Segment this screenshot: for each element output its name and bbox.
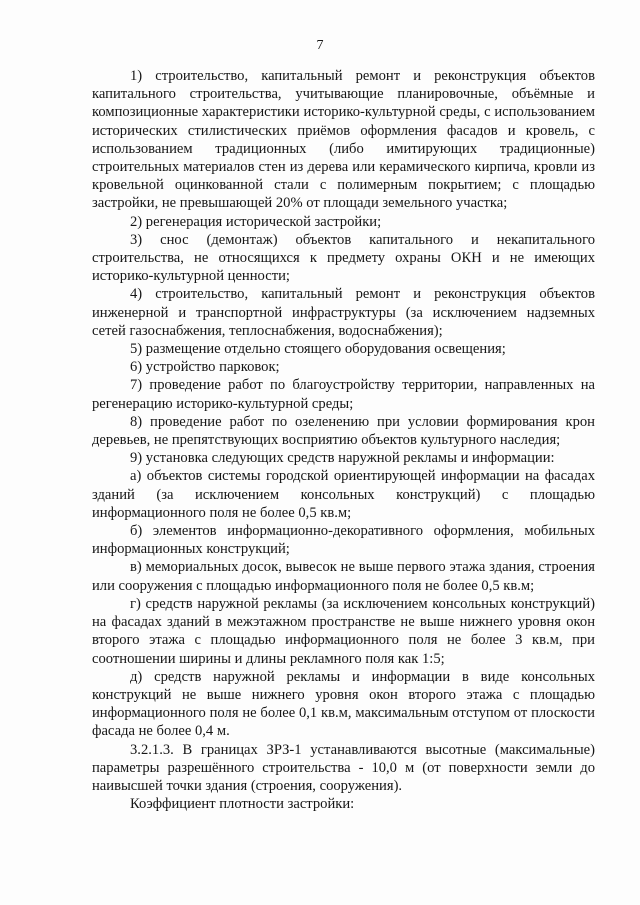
- document-body: [92, 67, 595, 813]
- paragraph-item-4: 4) строительство, капитальный ремонт и реконструкция объектов инженерной и транспортной инфраструктуры (за исключением надземных сетей газоснабжения, теплоснабжения, водоснабжения);: [92, 286, 595, 339]
- paragraph-item-1: 1) строительство, капитальный ремонт и реконструкция объектов капитального строительства, учитывающие планировочные, объёмные и композиционные характеристики историко-культурной среды, с использованием исторических стилистических приёмов оформления фасадов и кровель, с использованием традиционных (либо имитирующих традиционные) строительных материалов стен из дерева или керамического кирпича, кровли из кровельной оцинкованной стали с полимерным покрытием; с площадью застройки, не превышающей 20% от площади земельного участка;: [92, 68, 595, 212]
- paragraph-item-8: 8) проведение работ по озеленению при условии формирования крон деревьев, не препятствующих восприятию объектов культурного наследия;: [92, 413, 595, 449]
- paragraph-item-5: 5) размещение отдельно стоящего оборудования освещения;: [130, 341, 506, 358]
- paragraph-subitem-d: д) средств наружной рекламы и информации в виде консольных конструкций не выше нижнего уровня окон второго этажа с площадью информационного поля не более 0,1 кв.м, максимальным отступом от плоскости фасада не более 0,4 м.: [92, 668, 595, 740]
- paragraph-item-3: 3) снос (демонтаж) объектов капитального и некапитального строительства, не относящихся к предмету охраны ОКН и не имеющих историко-культурной ценности;: [92, 231, 595, 285]
- paragraph-subitem-g: г) средств наружной рекламы (за исключением консольных конструкций) на фасадах зданий в межэтажном пространстве не выше нижнего уровня окон второго этажа с площадью информационного поля не более 3 кв.м, при соотношении ширины и длины рекламного поля как 1:5;: [92, 595, 595, 667]
- density-coefficient-heading: Коэффициент плотности застройки:: [130, 796, 355, 813]
- paragraph-subitem-v: в) мемориальных досок, вывесок не выше первого этажа здания, строения или сооружения с площадью информационного поля не более 0,5 кв.м;: [92, 559, 595, 594]
- section-3-2-1-3-paragraph: 3.2.1.3. В границах ЗРЗ-1 устанавливаются высотные (максимальные) параметры разрешённого строительства - 10,0 м (от поверхности земли до наивысшей точки здания (строения, сооружения).: [92, 741, 595, 794]
- paragraph-subitem-a: а) объектов системы городской ориентирующей информации на фасадах зданий (за исключением консольных конструкций) с площадью информационного поля не более 0,5 кв.м;: [92, 468, 595, 521]
- paragraph-subitem-b: б) элементов информационно-декоративного оформления, мобильных информационных конструкций;: [92, 523, 595, 558]
- paragraph-item-2: 2) регенерация исторической застройки;: [130, 213, 382, 230]
- paragraph-item-6: 6) устройство парковок;: [130, 359, 280, 376]
- page-number: 7: [316, 38, 324, 53]
- paragraph-item-9: 9) установка следующих средств наружной рекламы и информации:: [130, 450, 555, 467]
- paragraph-item-7: 7) проведение работ по благоустройству территории, направленных на регенерацию историко-культурной среды;: [92, 377, 595, 412]
